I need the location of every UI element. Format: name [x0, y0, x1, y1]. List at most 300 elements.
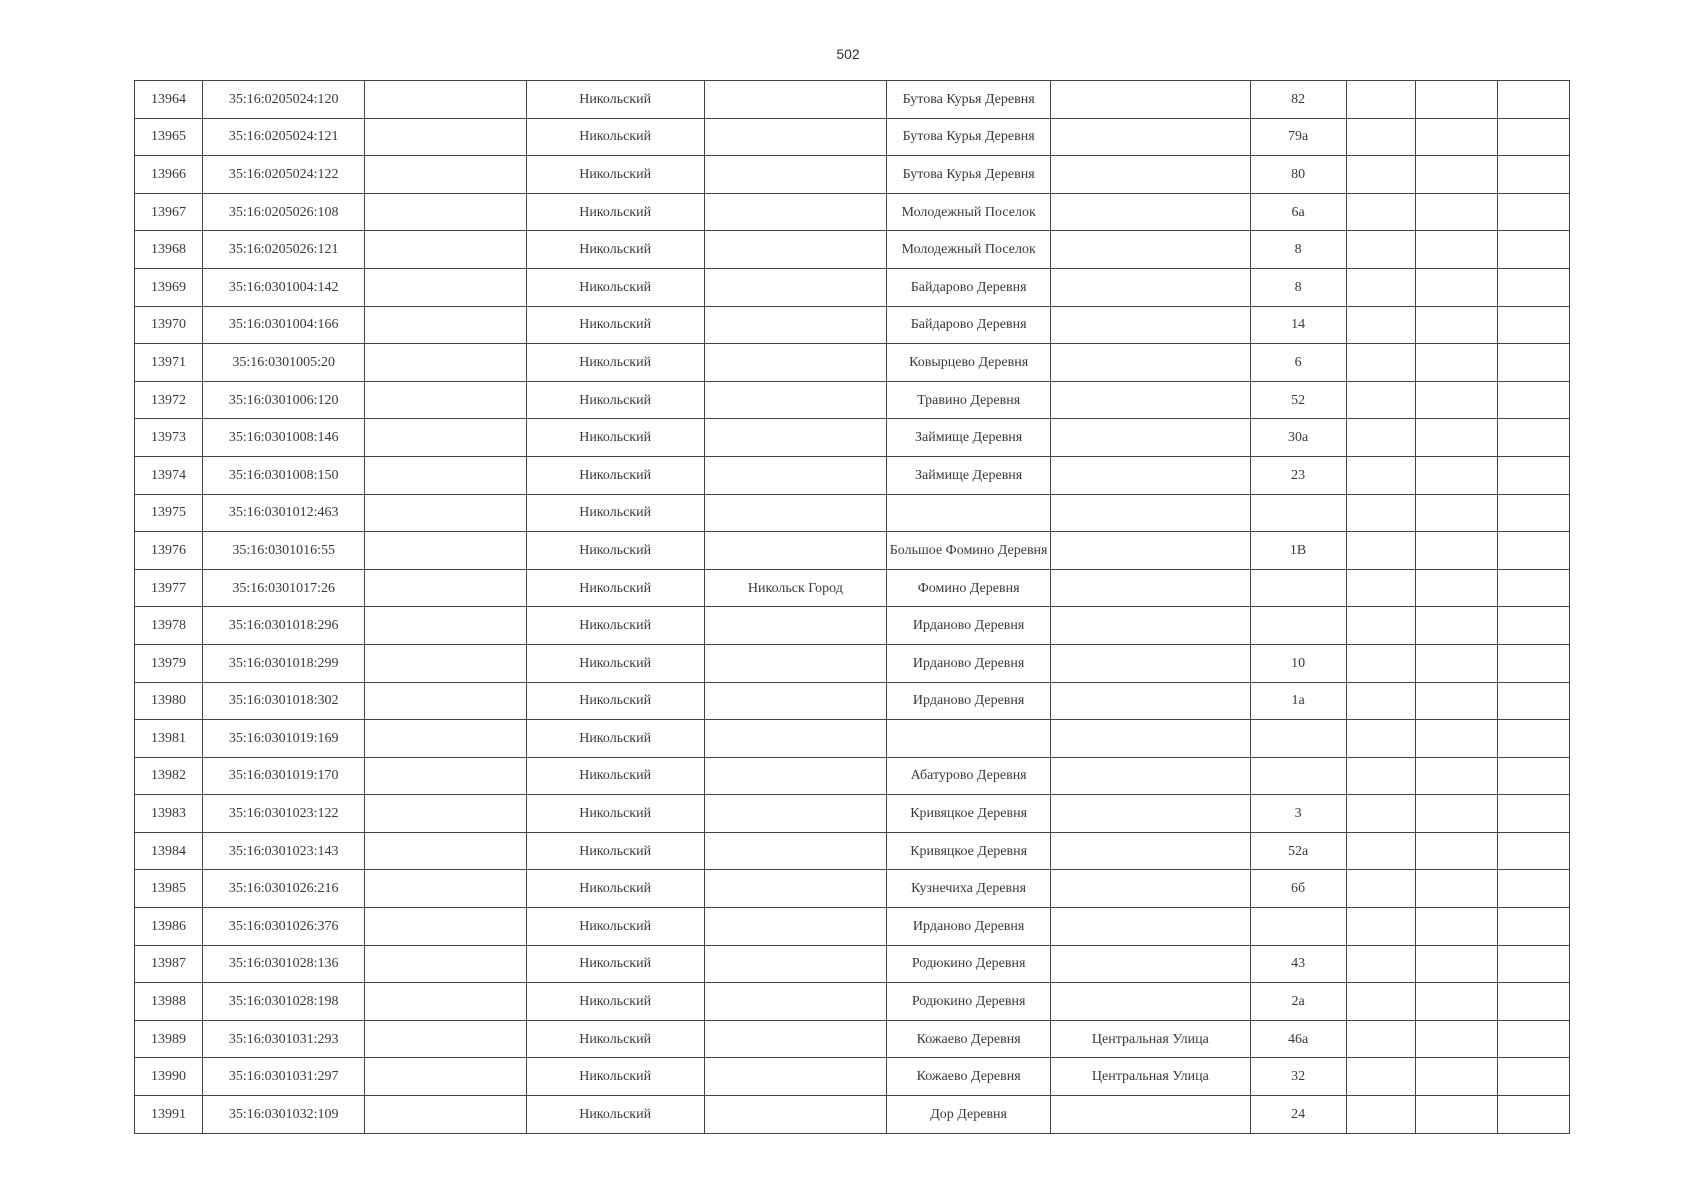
- cell-number: 13991: [135, 1096, 203, 1134]
- cell-empty: [365, 193, 526, 231]
- cell-street: [1051, 569, 1250, 607]
- cell-empty: [365, 1020, 526, 1058]
- cell-empty: [365, 494, 526, 532]
- cell-number: 13975: [135, 494, 203, 532]
- cell-locality: Ирданово Деревня: [887, 908, 1051, 946]
- table-row: [135, 757, 1570, 795]
- cell-empty: [365, 344, 526, 382]
- cell-house: 82: [1250, 81, 1346, 119]
- cell-street: [1051, 156, 1250, 194]
- cell-locality: Большое Фомино Деревня: [887, 532, 1051, 570]
- cell-street: [1051, 757, 1250, 795]
- cell-number: 13969: [135, 268, 203, 306]
- cell-city: [704, 456, 886, 494]
- cell-city: [704, 193, 886, 231]
- cell-empty: [1346, 569, 1415, 607]
- cell-street: [1051, 193, 1250, 231]
- cell-empty: [365, 419, 526, 457]
- cell-empty: [1497, 720, 1569, 758]
- cell-locality: Ковырцево Деревня: [887, 344, 1051, 382]
- cell-cadastral-number: 35:16:0205024:121: [203, 118, 365, 156]
- registry-table: [134, 80, 1570, 1134]
- cell-empty: [1497, 870, 1569, 908]
- cell-city: [704, 832, 886, 870]
- cell-district: Никольский: [526, 607, 704, 645]
- cell-street: [1051, 795, 1250, 833]
- table-row: [135, 231, 1570, 269]
- cell-house: 6а: [1250, 193, 1346, 231]
- cell-empty: [1415, 757, 1497, 795]
- cell-street: [1051, 908, 1250, 946]
- cell-empty: [1497, 231, 1569, 269]
- cell-empty: [1415, 870, 1497, 908]
- cell-empty: [1346, 870, 1415, 908]
- cell-locality: Ирданово Деревня: [887, 607, 1051, 645]
- cell-locality: Байдарово Деревня: [887, 268, 1051, 306]
- cell-house: 1В: [1250, 532, 1346, 570]
- cell-house: 3: [1250, 795, 1346, 833]
- cell-empty: [365, 832, 526, 870]
- cell-cadastral-number: 35:16:0301019:170: [203, 757, 365, 795]
- cell-house: 1а: [1250, 682, 1346, 720]
- page-number: 502: [836, 46, 860, 62]
- cell-street: [1051, 344, 1250, 382]
- cell-house: 43: [1250, 945, 1346, 983]
- cell-cadastral-number: 35:16:0301031:297: [203, 1058, 365, 1096]
- cell-number: 13978: [135, 607, 203, 645]
- cell-cadastral-number: 35:16:0205024:122: [203, 156, 365, 194]
- cell-cadastral-number: 35:16:0301018:299: [203, 644, 365, 682]
- cell-empty: [1497, 1058, 1569, 1096]
- cell-cadastral-number: 35:16:0301004:166: [203, 306, 365, 344]
- cell-house: 32: [1250, 1058, 1346, 1096]
- table-row: [135, 720, 1570, 758]
- cell-empty: [1415, 456, 1497, 494]
- cell-empty: [1346, 494, 1415, 532]
- table-row: [135, 193, 1570, 231]
- cell-house: 10: [1250, 644, 1346, 682]
- cell-district: Никольский: [526, 231, 704, 269]
- cell-locality: Молодежный Поселок: [887, 193, 1051, 231]
- cell-empty: [1415, 1020, 1497, 1058]
- cell-empty: [1497, 81, 1569, 119]
- table-row: [135, 156, 1570, 194]
- cell-empty: [1415, 832, 1497, 870]
- cell-locality: Травино Деревня: [887, 381, 1051, 419]
- cell-empty: [365, 118, 526, 156]
- cell-house: 52а: [1250, 832, 1346, 870]
- cell-street: [1051, 456, 1250, 494]
- cell-empty: [1497, 757, 1569, 795]
- table-row: [135, 607, 1570, 645]
- cell-district: Никольский: [526, 795, 704, 833]
- cell-locality: [887, 494, 1051, 532]
- cell-district: Никольский: [526, 870, 704, 908]
- cell-city: [704, 532, 886, 570]
- cell-empty: [1346, 1058, 1415, 1096]
- cell-empty: [365, 268, 526, 306]
- cell-district: Никольский: [526, 1096, 704, 1134]
- cell-cadastral-number: 35:16:0205026:108: [203, 193, 365, 231]
- cell-empty: [1497, 193, 1569, 231]
- cell-empty: [1346, 832, 1415, 870]
- cell-city: [704, 231, 886, 269]
- cell-cadastral-number: 35:16:0301032:109: [203, 1096, 365, 1134]
- cell-district: Никольский: [526, 381, 704, 419]
- cell-empty: [1346, 607, 1415, 645]
- cell-empty: [1497, 456, 1569, 494]
- table-row: [135, 983, 1570, 1021]
- cell-empty: [365, 983, 526, 1021]
- cell-city: [704, 118, 886, 156]
- cell-empty: [1346, 532, 1415, 570]
- cell-street: [1051, 532, 1250, 570]
- cell-cadastral-number: 35:16:0301026:376: [203, 908, 365, 946]
- cell-district: Никольский: [526, 569, 704, 607]
- cell-city: [704, 1020, 886, 1058]
- cell-empty: [1415, 193, 1497, 231]
- table-row: [135, 118, 1570, 156]
- cell-house: 52: [1250, 381, 1346, 419]
- table-row: [135, 268, 1570, 306]
- cell-district: Никольский: [526, 268, 704, 306]
- table-row: [135, 456, 1570, 494]
- cell-city: [704, 682, 886, 720]
- cell-street: [1051, 231, 1250, 269]
- cell-empty: [1346, 81, 1415, 119]
- cell-empty: [365, 456, 526, 494]
- cell-empty: [1415, 306, 1497, 344]
- cell-empty: [365, 381, 526, 419]
- cell-empty: [1415, 532, 1497, 570]
- cell-street: [1051, 494, 1250, 532]
- cell-cadastral-number: 35:16:0301017:26: [203, 569, 365, 607]
- cell-district: Никольский: [526, 306, 704, 344]
- cell-number: 13984: [135, 832, 203, 870]
- cell-number: 13966: [135, 156, 203, 194]
- cell-empty: [1415, 720, 1497, 758]
- cell-empty: [1415, 795, 1497, 833]
- cell-city: [704, 381, 886, 419]
- cell-number: 13968: [135, 231, 203, 269]
- cell-house: [1250, 908, 1346, 946]
- cell-empty: [1497, 532, 1569, 570]
- cell-empty: [365, 1096, 526, 1134]
- table-row: [135, 81, 1570, 119]
- cell-locality: Абатурово Деревня: [887, 757, 1051, 795]
- cell-cadastral-number: 35:16:0301019:169: [203, 720, 365, 758]
- cell-empty: [1497, 983, 1569, 1021]
- cell-district: Никольский: [526, 1020, 704, 1058]
- cell-number: 13979: [135, 644, 203, 682]
- cell-cadastral-number: 35:16:0301008:146: [203, 419, 365, 457]
- cell-cadastral-number: 35:16:0301023:143: [203, 832, 365, 870]
- cell-street: [1051, 945, 1250, 983]
- cell-cadastral-number: 35:16:0205026:121: [203, 231, 365, 269]
- table-row: [135, 494, 1570, 532]
- cell-empty: [1415, 945, 1497, 983]
- cell-empty: [365, 908, 526, 946]
- cell-city: [704, 344, 886, 382]
- cell-cadastral-number: 35:16:0301026:216: [203, 870, 365, 908]
- cell-city: [704, 1058, 886, 1096]
- cell-empty: [1497, 419, 1569, 457]
- cell-empty: [1415, 607, 1497, 645]
- cell-cadastral-number: 35:16:0301016:55: [203, 532, 365, 570]
- cell-number: 13985: [135, 870, 203, 908]
- cell-cadastral-number: 35:16:0301008:150: [203, 456, 365, 494]
- table-row: [135, 381, 1570, 419]
- cell-empty: [1497, 569, 1569, 607]
- cell-cadastral-number: 35:16:0301005:20: [203, 344, 365, 382]
- cell-district: Никольский: [526, 81, 704, 119]
- cell-empty: [1497, 381, 1569, 419]
- cell-city: [704, 306, 886, 344]
- cell-city: Никольск Город: [704, 569, 886, 607]
- cell-empty: [1346, 344, 1415, 382]
- cell-number: 13982: [135, 757, 203, 795]
- cell-locality: Бутова Курья Деревня: [887, 118, 1051, 156]
- cell-locality: Кожаево Деревня: [887, 1058, 1051, 1096]
- cell-empty: [1415, 118, 1497, 156]
- cell-district: Никольский: [526, 344, 704, 382]
- cell-empty: [1497, 1096, 1569, 1134]
- cell-house: [1250, 494, 1346, 532]
- cell-street: [1051, 644, 1250, 682]
- cell-empty: [1415, 1058, 1497, 1096]
- cell-empty: [365, 569, 526, 607]
- cell-empty: [1346, 118, 1415, 156]
- cell-empty: [1346, 1020, 1415, 1058]
- cell-empty: [1346, 983, 1415, 1021]
- table-row: [135, 682, 1570, 720]
- cell-cadastral-number: 35:16:0301018:302: [203, 682, 365, 720]
- cell-district: Никольский: [526, 644, 704, 682]
- cell-district: Никольский: [526, 757, 704, 795]
- table-row: [135, 419, 1570, 457]
- cell-city: [704, 870, 886, 908]
- cell-house: 30а: [1250, 419, 1346, 457]
- table-row: [135, 795, 1570, 833]
- cell-empty: [1346, 456, 1415, 494]
- cell-house: 24: [1250, 1096, 1346, 1134]
- cell-number: 13976: [135, 532, 203, 570]
- cell-locality: Родюкино Деревня: [887, 945, 1051, 983]
- cell-empty: [1415, 569, 1497, 607]
- cell-locality: Байдарово Деревня: [887, 306, 1051, 344]
- cell-district: Никольский: [526, 832, 704, 870]
- cell-empty: [365, 945, 526, 983]
- cell-house: 6б: [1250, 870, 1346, 908]
- cell-city: [704, 720, 886, 758]
- cell-house: [1250, 720, 1346, 758]
- cell-cadastral-number: 35:16:0205024:120: [203, 81, 365, 119]
- cell-city: [704, 419, 886, 457]
- cell-district: Никольский: [526, 156, 704, 194]
- cell-district: Никольский: [526, 983, 704, 1021]
- cell-district: Никольский: [526, 456, 704, 494]
- cell-locality: Фомино Деревня: [887, 569, 1051, 607]
- cell-street: [1051, 419, 1250, 457]
- cell-empty: [1346, 908, 1415, 946]
- cell-empty: [365, 1058, 526, 1096]
- cell-street: [1051, 306, 1250, 344]
- cell-empty: [365, 644, 526, 682]
- cell-empty: [1346, 1096, 1415, 1134]
- cell-district: Никольский: [526, 1058, 704, 1096]
- cell-empty: [1497, 682, 1569, 720]
- cell-empty: [365, 870, 526, 908]
- table-row: [135, 908, 1570, 946]
- cell-city: [704, 268, 886, 306]
- cell-number: 13989: [135, 1020, 203, 1058]
- cell-empty: [1415, 644, 1497, 682]
- cell-house: [1250, 607, 1346, 645]
- cell-street: [1051, 381, 1250, 419]
- cell-empty: [1415, 231, 1497, 269]
- cell-street: [1051, 720, 1250, 758]
- cell-number: 13967: [135, 193, 203, 231]
- cell-locality: Займище Деревня: [887, 419, 1051, 457]
- cell-empty: [1497, 156, 1569, 194]
- cell-city: [704, 81, 886, 119]
- cell-empty: [1346, 419, 1415, 457]
- cell-street: [1051, 682, 1250, 720]
- cell-empty: [1346, 156, 1415, 194]
- cell-city: [704, 1096, 886, 1134]
- cell-empty: [1415, 344, 1497, 382]
- cell-locality: Дор Деревня: [887, 1096, 1051, 1134]
- cell-number: 13987: [135, 945, 203, 983]
- cell-empty: [365, 306, 526, 344]
- cell-empty: [1346, 720, 1415, 758]
- cell-empty: [365, 682, 526, 720]
- cell-empty: [1415, 494, 1497, 532]
- cell-city: [704, 945, 886, 983]
- cell-number: 13990: [135, 1058, 203, 1096]
- cell-district: Никольский: [526, 532, 704, 570]
- cell-street: [1051, 118, 1250, 156]
- cell-street: [1051, 832, 1250, 870]
- cell-city: [704, 908, 886, 946]
- cell-street: [1051, 870, 1250, 908]
- cell-number: 13974: [135, 456, 203, 494]
- table-row: [135, 870, 1570, 908]
- cell-cadastral-number: 35:16:0301012:463: [203, 494, 365, 532]
- cell-district: Никольский: [526, 720, 704, 758]
- cell-street: Центральная Улица: [1051, 1020, 1250, 1058]
- cell-empty: [1346, 795, 1415, 833]
- cell-locality: Кожаево Деревня: [887, 1020, 1051, 1058]
- table-row: [135, 832, 1570, 870]
- cell-house: 79а: [1250, 118, 1346, 156]
- cell-empty: [1346, 381, 1415, 419]
- cell-empty: [1497, 832, 1569, 870]
- cell-locality: Ирданово Деревня: [887, 644, 1051, 682]
- cell-number: 13986: [135, 908, 203, 946]
- cell-empty: [1497, 494, 1569, 532]
- cell-district: Никольский: [526, 945, 704, 983]
- cell-house: 8: [1250, 268, 1346, 306]
- cell-empty: [1497, 908, 1569, 946]
- cell-empty: [1346, 306, 1415, 344]
- cell-empty: [1346, 231, 1415, 269]
- cell-empty: [365, 156, 526, 194]
- cell-cadastral-number: 35:16:0301018:296: [203, 607, 365, 645]
- cell-house: [1250, 569, 1346, 607]
- cell-empty: [1346, 268, 1415, 306]
- cell-city: [704, 607, 886, 645]
- table-row: [135, 644, 1570, 682]
- cell-empty: [1415, 682, 1497, 720]
- cell-empty: [1415, 1096, 1497, 1134]
- cell-number: 13970: [135, 306, 203, 344]
- cell-cadastral-number: 35:16:0301028:198: [203, 983, 365, 1021]
- cell-locality: Кузнечиха Деревня: [887, 870, 1051, 908]
- cell-street: [1051, 983, 1250, 1021]
- cell-house: 80: [1250, 156, 1346, 194]
- cell-locality: Кривяцкое Деревня: [887, 795, 1051, 833]
- cell-empty: [1497, 306, 1569, 344]
- cell-house: 23: [1250, 456, 1346, 494]
- cell-empty: [1415, 268, 1497, 306]
- cell-district: Никольский: [526, 118, 704, 156]
- cell-cadastral-number: 35:16:0301023:122: [203, 795, 365, 833]
- cell-empty: [1497, 607, 1569, 645]
- cell-empty: [365, 607, 526, 645]
- cell-house: 14: [1250, 306, 1346, 344]
- cell-city: [704, 983, 886, 1021]
- table-row: [135, 532, 1570, 570]
- cell-locality: Родюкино Деревня: [887, 983, 1051, 1021]
- cell-empty: [1346, 945, 1415, 983]
- cell-district: Никольский: [526, 908, 704, 946]
- cell-locality: [887, 720, 1051, 758]
- cell-empty: [365, 81, 526, 119]
- cell-number: 13971: [135, 344, 203, 382]
- cell-district: Никольский: [526, 419, 704, 457]
- cell-empty: [1497, 644, 1569, 682]
- cell-number: 13973: [135, 419, 203, 457]
- cell-number: 13983: [135, 795, 203, 833]
- table-row: [135, 1096, 1570, 1134]
- cell-house: 46а: [1250, 1020, 1346, 1058]
- cell-house: [1250, 757, 1346, 795]
- cell-empty: [1415, 156, 1497, 194]
- cell-empty: [365, 720, 526, 758]
- cell-empty: [365, 757, 526, 795]
- cell-locality: Займище Деревня: [887, 456, 1051, 494]
- cell-district: Никольский: [526, 193, 704, 231]
- cell-locality: Бутова Курья Деревня: [887, 156, 1051, 194]
- registry-body: [135, 81, 1570, 1134]
- cell-empty: [1346, 193, 1415, 231]
- cell-number: 13964: [135, 81, 203, 119]
- cell-empty: [365, 795, 526, 833]
- table-row: [135, 945, 1570, 983]
- cell-street: [1051, 81, 1250, 119]
- cell-empty: [365, 532, 526, 570]
- cell-cadastral-number: 35:16:0301031:293: [203, 1020, 365, 1058]
- cell-empty: [1497, 945, 1569, 983]
- cell-empty: [1497, 1020, 1569, 1058]
- cell-empty: [1497, 795, 1569, 833]
- cell-empty: [1497, 118, 1569, 156]
- cell-city: [704, 494, 886, 532]
- cell-district: Никольский: [526, 682, 704, 720]
- cell-locality: Кривяцкое Деревня: [887, 832, 1051, 870]
- cell-number: 13972: [135, 381, 203, 419]
